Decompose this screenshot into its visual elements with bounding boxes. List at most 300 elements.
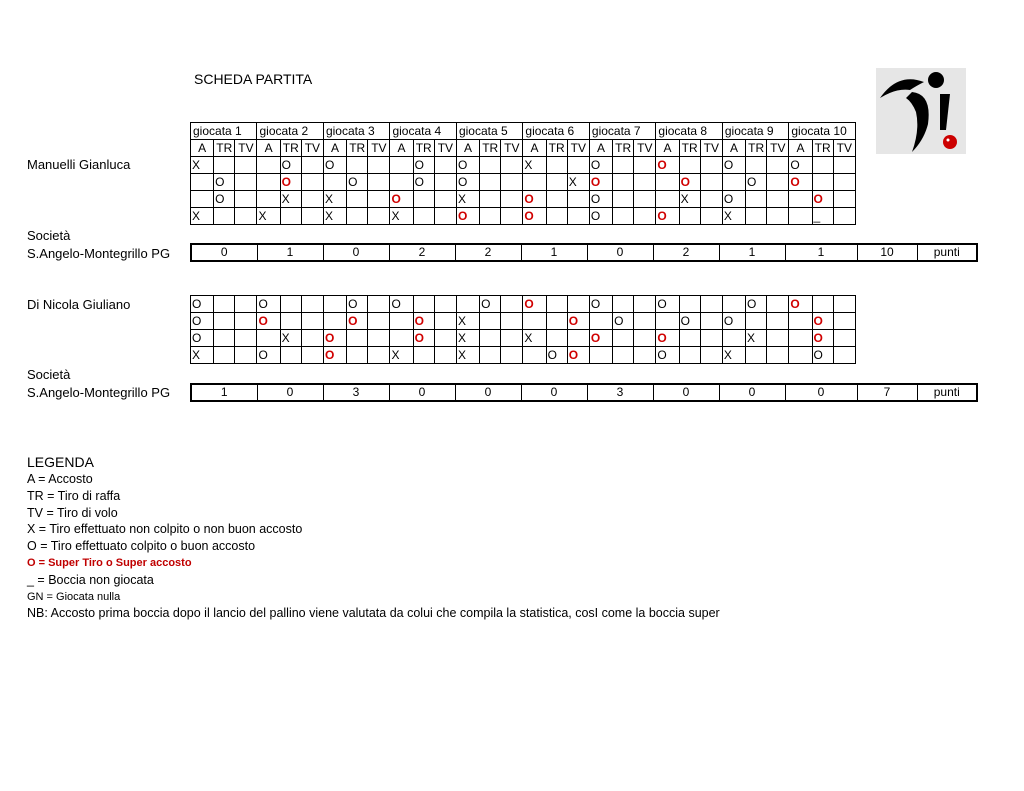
mark: O	[215, 175, 225, 189]
mark: X	[568, 175, 577, 189]
mark-cell	[523, 174, 546, 191]
giocata-score: 0	[257, 384, 323, 401]
mark-cell	[613, 313, 634, 330]
mark-cell	[567, 157, 589, 174]
mark: X	[723, 209, 732, 223]
mark-cell	[257, 330, 280, 347]
mark-cell	[214, 347, 235, 364]
mark-cell	[368, 157, 390, 174]
mark-cell	[589, 174, 612, 191]
mark-cell	[323, 313, 346, 330]
mark-cell	[413, 313, 434, 330]
mark: O	[590, 209, 601, 223]
giocata-score: 1	[785, 244, 857, 261]
mark-cell	[413, 347, 434, 364]
mark-cell	[634, 296, 656, 313]
mark-cell	[434, 208, 456, 225]
mark-cell	[280, 157, 301, 174]
giocata-score: 1	[191, 384, 257, 401]
mark: X	[680, 192, 689, 206]
mark-cell	[456, 330, 479, 347]
mark-cell	[456, 208, 479, 225]
mark-cell	[280, 174, 301, 191]
mark-cell	[434, 191, 456, 208]
mark-cell	[368, 296, 390, 313]
mark-cell	[413, 208, 434, 225]
mark: X	[524, 331, 533, 345]
mark-cell	[434, 313, 456, 330]
totals-row	[191, 244, 977, 261]
mark-cell	[257, 208, 280, 225]
mark-cell	[589, 208, 612, 225]
mark: X	[192, 209, 201, 223]
mark-cell	[191, 174, 214, 191]
mark-cell	[280, 191, 301, 208]
mark-cell	[546, 157, 567, 174]
sub-col-header: TV	[501, 140, 523, 157]
mark: X	[324, 192, 333, 206]
mark-cell	[214, 191, 235, 208]
mark-cell	[257, 313, 280, 330]
mark-cell	[656, 191, 679, 208]
mark-cell	[280, 347, 301, 364]
mark: O	[414, 175, 424, 189]
mark-cell	[546, 330, 567, 347]
mark: X	[723, 348, 732, 362]
mark-cell	[301, 313, 323, 330]
sub-col-header: A	[390, 140, 413, 157]
mark-cell	[347, 157, 368, 174]
mark-cell	[546, 347, 567, 364]
mark-cell	[501, 313, 523, 330]
sub-col-header: A	[323, 140, 346, 157]
mark: X	[281, 192, 290, 206]
sub-col-header: TV	[434, 140, 456, 157]
mark-cell	[722, 157, 745, 174]
mark: O	[747, 297, 757, 311]
mark-cell	[501, 157, 523, 174]
mark-cell	[722, 296, 745, 313]
sub-col-header: TR	[812, 140, 833, 157]
mark-cell	[347, 208, 368, 225]
mark: O	[215, 192, 225, 206]
mark: X	[457, 348, 466, 362]
sub-col-header: TV	[567, 140, 589, 157]
mark: X	[457, 331, 466, 345]
mark: O	[481, 297, 491, 311]
mark-cell	[368, 208, 390, 225]
super-mark: O	[524, 192, 534, 206]
giocata-score: 0	[785, 384, 857, 401]
mark-cell	[656, 157, 679, 174]
mark-cell	[656, 313, 679, 330]
mark-cell	[347, 347, 368, 364]
mark-cell	[789, 347, 812, 364]
mark-cell	[546, 313, 567, 330]
mark-cell	[501, 330, 523, 347]
mark-cell	[347, 174, 368, 191]
mark-cell	[235, 347, 257, 364]
super-mark: O	[657, 331, 667, 345]
mark-cell	[567, 174, 589, 191]
mark-cell	[323, 208, 346, 225]
mark-cell	[390, 347, 413, 364]
mark-cell	[257, 157, 280, 174]
mark: X	[457, 192, 466, 206]
mark-cell	[722, 347, 745, 364]
mark: X	[747, 331, 756, 345]
mark-cell	[833, 347, 855, 364]
legend-non-giocata: _ = Boccia non giocata	[27, 572, 154, 587]
mark-cell	[523, 191, 546, 208]
mark-cell	[347, 191, 368, 208]
mark-cell	[679, 208, 700, 225]
sub-col-header: TV	[368, 140, 390, 157]
mark-cell	[613, 296, 634, 313]
legend-line: O = Tiro effettuato colpito o buon accosto	[27, 539, 256, 554]
player-name: Manuelli Gianluca	[27, 157, 131, 172]
mark-cell	[368, 174, 390, 191]
mark-cell	[700, 347, 722, 364]
legend-line: TR = Tiro di raffa	[27, 488, 121, 503]
mark-cell	[214, 174, 235, 191]
mark-cell	[746, 347, 767, 364]
sub-col-header: TV	[235, 140, 257, 157]
sub-col-header: A	[257, 140, 280, 157]
totals-row	[191, 384, 977, 401]
giocata-score: 0	[323, 244, 389, 261]
mark-cell	[523, 157, 546, 174]
mark-cell	[589, 191, 612, 208]
mark-cell	[722, 313, 745, 330]
mark-cell	[700, 174, 722, 191]
boccia-row	[191, 313, 856, 330]
mark-cell	[767, 313, 789, 330]
mark-cell	[480, 157, 501, 174]
mark: X	[324, 209, 333, 223]
mark-cell	[257, 347, 280, 364]
mark-cell	[191, 347, 214, 364]
mark-cell	[323, 174, 346, 191]
mark-cell	[480, 191, 501, 208]
mark: O	[457, 158, 468, 172]
mark-cell	[812, 191, 833, 208]
sub-header-row	[191, 140, 856, 157]
mark-cell	[191, 296, 214, 313]
super-mark: O	[324, 331, 335, 345]
sub-col-header: TV	[700, 140, 722, 157]
mark-cell	[789, 157, 812, 174]
boccia-row	[191, 347, 856, 364]
mark-cell	[567, 191, 589, 208]
giocata-header: giocata 1	[191, 123, 257, 140]
mark-cell	[700, 330, 722, 347]
score-grid-player-1	[190, 122, 856, 225]
sub-col-header: A	[656, 140, 679, 157]
sub-col-header: A	[722, 140, 745, 157]
super-mark: O	[258, 314, 268, 328]
sub-col-header: TR	[679, 140, 700, 157]
mark-cell	[214, 313, 235, 330]
boccia-row	[191, 330, 856, 347]
mark-cell	[789, 174, 812, 191]
mark-cell	[613, 174, 634, 191]
super-mark: O	[348, 314, 358, 328]
mark-cell	[323, 347, 346, 364]
mark-cell	[700, 313, 722, 330]
mark-cell	[456, 296, 479, 313]
mark: X	[391, 209, 400, 223]
mark-cell	[235, 330, 257, 347]
punti-label: punti	[917, 244, 977, 261]
mark-cell	[746, 191, 767, 208]
giocata-score: 0	[389, 384, 455, 401]
mark-cell	[722, 330, 745, 347]
mark-cell	[700, 208, 722, 225]
mark-cell	[789, 330, 812, 347]
mark: X	[524, 158, 533, 172]
mark-cell	[833, 296, 855, 313]
super-mark: O	[657, 158, 667, 172]
mark-cell	[546, 296, 567, 313]
mark-cell	[280, 313, 301, 330]
mark-cell	[347, 296, 368, 313]
mark-cell	[767, 347, 789, 364]
sub-col-header: TR	[347, 140, 368, 157]
boccia-row	[191, 174, 856, 191]
mark-cell	[235, 157, 257, 174]
mark-cell	[746, 313, 767, 330]
sub-col-header: TV	[301, 140, 323, 157]
bocce-player-logo-icon	[876, 68, 966, 154]
super-mark: O	[281, 175, 291, 189]
giocata-score: 2	[455, 244, 521, 261]
mark-cell	[280, 296, 301, 313]
mark-cell	[368, 313, 390, 330]
mark: X	[192, 158, 201, 172]
mark-cell	[767, 157, 789, 174]
mark-cell	[722, 208, 745, 225]
total-score: 10	[857, 244, 917, 261]
mark-cell	[656, 347, 679, 364]
societa-label: Società	[27, 228, 71, 243]
mark-cell	[235, 174, 257, 191]
mark-cell	[613, 208, 634, 225]
mark: X	[258, 209, 267, 223]
mark: O	[590, 297, 601, 311]
giocata-header: giocata 10	[789, 123, 856, 140]
legend-line: A = Accosto	[27, 472, 93, 486]
legend-title: LEGENDA	[27, 454, 94, 470]
mark-cell	[567, 313, 589, 330]
mark: O	[614, 314, 624, 328]
mark-cell	[679, 191, 700, 208]
super-mark: O	[813, 331, 823, 345]
mark-cell	[656, 330, 679, 347]
mark: O	[258, 348, 268, 362]
mark-cell	[368, 330, 390, 347]
mark-cell	[480, 330, 501, 347]
super-mark: O	[414, 331, 424, 345]
super-mark: O	[524, 209, 534, 223]
mark-cell	[656, 208, 679, 225]
mark-cell	[589, 313, 612, 330]
giocata-score: 1	[257, 244, 323, 261]
sub-col-header: A	[191, 140, 214, 157]
mark-cell	[812, 347, 833, 364]
giocata-score: 0	[719, 384, 785, 401]
mark-cell	[501, 174, 523, 191]
sub-col-header: A	[789, 140, 812, 157]
mark-cell	[456, 174, 479, 191]
total-score: 7	[857, 384, 917, 401]
mark-cell	[390, 157, 413, 174]
mark-cell	[812, 296, 833, 313]
mark-cell	[413, 174, 434, 191]
mark-cell	[567, 208, 589, 225]
super-mark: O	[680, 175, 690, 189]
sub-col-header: TV	[634, 140, 656, 157]
mark-cell	[700, 191, 722, 208]
sub-col-header: TR	[746, 140, 767, 157]
mark-cell	[390, 208, 413, 225]
mark-cell	[634, 313, 656, 330]
super-mark: O	[568, 314, 579, 328]
mark-cell	[390, 330, 413, 347]
super-mark: O	[657, 209, 667, 223]
mark-cell	[679, 347, 700, 364]
mark-cell	[767, 330, 789, 347]
mark-cell	[613, 157, 634, 174]
mark-cell	[523, 347, 546, 364]
giocata-header: giocata 2	[257, 123, 323, 140]
super-mark: O	[324, 348, 335, 362]
mark-cell	[480, 313, 501, 330]
mark-cell	[812, 174, 833, 191]
sub-col-header: TR	[413, 140, 434, 157]
legend-super: O = Super Tiro o Super accosto	[27, 556, 192, 569]
boccia-row	[191, 296, 856, 313]
mark-cell	[456, 347, 479, 364]
mark-cell	[480, 296, 501, 313]
giocata-score: 3	[323, 384, 389, 401]
mark-cell	[347, 313, 368, 330]
super-mark: O	[790, 175, 800, 189]
sub-col-header: A	[523, 140, 546, 157]
mark-cell	[789, 208, 812, 225]
mark: O	[657, 348, 667, 362]
mark: O	[348, 175, 358, 189]
mark-cell	[323, 296, 346, 313]
mark-cell	[812, 330, 833, 347]
mark-cell	[235, 191, 257, 208]
mark-cell	[235, 296, 257, 313]
super-mark: O	[790, 297, 800, 311]
mark-cell	[434, 296, 456, 313]
sub-col-header: TR	[546, 140, 567, 157]
super-mark: O	[813, 314, 823, 328]
super-mark: O	[813, 192, 823, 206]
mark: O	[747, 175, 757, 189]
mark-cell	[301, 191, 323, 208]
mark-cell	[833, 191, 855, 208]
mark: O	[657, 297, 667, 311]
mark-cell	[323, 330, 346, 347]
mark-cell	[746, 330, 767, 347]
super-mark: O	[414, 314, 424, 328]
mark: O	[457, 175, 468, 189]
mark-cell	[589, 347, 612, 364]
giocata-header: giocata 9	[722, 123, 788, 140]
mark: O	[348, 297, 358, 311]
mark-cell	[390, 313, 413, 330]
mark-cell	[480, 347, 501, 364]
mark-cell	[368, 191, 390, 208]
giocata-score: 2	[389, 244, 455, 261]
mark-cell	[546, 174, 567, 191]
mark-cell	[613, 191, 634, 208]
mark-cell	[789, 296, 812, 313]
mark: O	[192, 314, 202, 328]
mark-cell	[501, 191, 523, 208]
mark-cell	[523, 313, 546, 330]
sub-col-header: A	[456, 140, 479, 157]
mark-cell	[746, 208, 767, 225]
mark-cell	[257, 191, 280, 208]
mark-cell	[767, 208, 789, 225]
mark-cell	[390, 296, 413, 313]
mark-cell	[656, 174, 679, 191]
legend-nb: NB: Accosto prima boccia dopo il lancio del pallino viene valutata da colui che compila la statistica, cosI come la boccia super	[27, 606, 720, 621]
mark-cell	[191, 208, 214, 225]
mark-cell	[456, 191, 479, 208]
giocata-header: giocata 4	[390, 123, 456, 140]
mark: O	[391, 297, 401, 311]
mark-cell	[634, 208, 656, 225]
mark-cell	[567, 330, 589, 347]
mark-cell	[456, 157, 479, 174]
mark-cell	[589, 157, 612, 174]
sub-col-header: TV	[833, 140, 855, 157]
mark-cell	[235, 313, 257, 330]
giocata-score: 3	[587, 384, 653, 401]
mark-cell	[789, 191, 812, 208]
mark-cell	[546, 191, 567, 208]
mark-cell	[413, 191, 434, 208]
sub-col-header: TR	[214, 140, 235, 157]
boccia-row	[191, 208, 856, 225]
player-name: Di Nicola Giuliano	[27, 297, 131, 312]
mark: O	[192, 331, 202, 345]
mark-cell	[191, 330, 214, 347]
mark-cell	[613, 330, 634, 347]
team-name: S.Angelo-Montegrillo PG	[27, 385, 171, 400]
mark-cell	[280, 208, 301, 225]
mark-cell	[767, 174, 789, 191]
punti-label: punti	[917, 384, 977, 401]
mark: O	[590, 192, 601, 206]
sub-col-header: TR	[280, 140, 301, 157]
mark-cell	[301, 296, 323, 313]
mark-cell	[434, 157, 456, 174]
super-mark: O	[391, 192, 401, 206]
mark-cell	[679, 157, 700, 174]
super-mark: O	[590, 175, 601, 189]
mark-cell	[480, 208, 501, 225]
mark: X	[391, 348, 400, 362]
mark: O	[590, 158, 601, 172]
mark-cell	[214, 296, 235, 313]
